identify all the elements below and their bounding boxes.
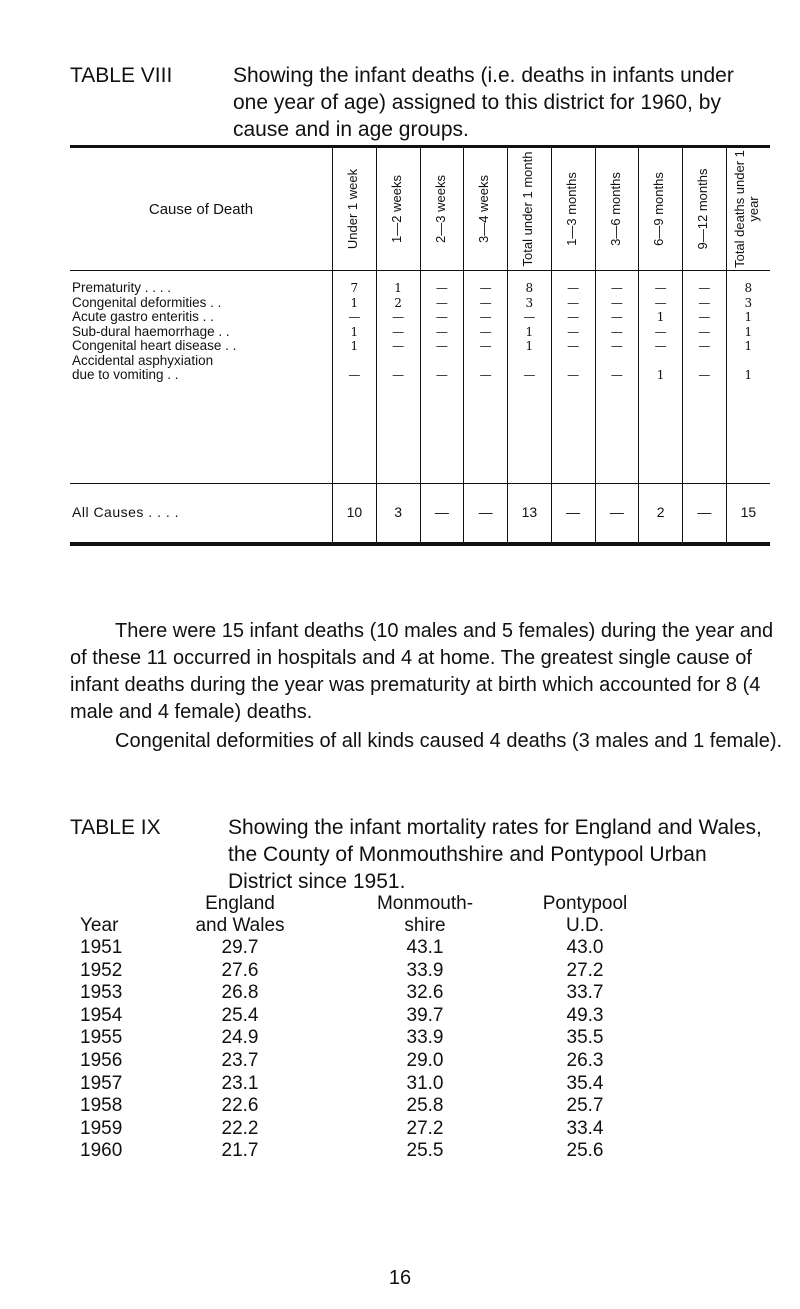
table-viii-caption-text: Showing the infant deaths (i.e. deaths in infants under one year of age) assigned to this district for 1960, by cause and in age groups. [233,64,734,141]
mortality-rates-table [80,893,660,1163]
year-cell: 1956 [80,1049,123,1071]
value-cell: — [639,271,683,296]
table-row [70,354,770,369]
rate-cell: 27.6 [221,959,259,981]
value-cell: — [376,325,420,340]
cause-cell: Congenital heart disease . . [72,338,237,353]
infant-deaths-table [70,145,770,546]
value-cell: — [683,310,727,325]
value-cell [420,354,464,369]
header-england-wales: England and Wales [195,893,285,936]
value-cell: — [420,325,464,340]
value-cell: 1 [639,310,683,325]
year-cell: 1951 [80,937,123,958]
value-cell: — [420,271,464,296]
rate-cell: 39.7 [406,1004,444,1026]
value-cell: 2 [639,483,683,544]
table-ix-caption-text: Showing the infant mortality rates for England and Wales, the County of Monmouthshire and Pontypool Urban District since 1951. [228,816,762,893]
table-row [80,1027,660,1050]
value-cell: — [551,271,595,296]
cause-cell: All Causes . . . . [70,483,333,544]
value-cell: — [639,325,683,340]
year-cell: 1953 [80,982,123,1004]
value-cell [726,354,770,369]
value-cell: — [595,368,639,383]
value-cell: — [464,310,508,325]
header-age-group: 3—6 months [595,147,639,271]
header-cause-of-death: Cause of Death [70,147,333,271]
value-cell: — [464,271,508,296]
rate-cell: 29.0 [406,1049,444,1071]
header-pontypool: Pontypool U.D. [542,893,628,936]
value-cell: 8 [508,271,552,296]
year-cell: 1954 [80,1004,123,1026]
year-cell: 1959 [80,1117,123,1139]
rate-cell: 33.4 [566,1117,604,1139]
rate-cell: 21.7 [221,1140,259,1162]
table-viii-label: TABLE VIII [70,64,173,87]
value-cell: 1 [726,339,770,354]
value-cell: — [551,339,595,354]
value-cell: — [639,296,683,311]
rate-cell: 33.7 [566,982,604,1004]
value-cell: — [376,339,420,354]
value-cell: — [420,296,464,311]
rate-cell: 43.1 [406,937,444,958]
value-cell: 3 [508,296,552,311]
value-cell: — [551,310,595,325]
table-row [80,1140,660,1163]
cause-cell: Sub-dural haemorrhage . . [72,323,230,339]
value-cell: 1 [508,325,552,340]
rate-cell: 29.7 [221,937,259,958]
value-cell: — [595,325,639,340]
value-cell: — [683,325,727,340]
value-cell: — [683,271,727,296]
rate-cell: 27.2 [406,1117,444,1139]
value-cell: — [376,310,420,325]
header-age-group: 1—2 weeks [376,147,420,271]
header-age-group: 6—9 months [639,147,683,271]
value-cell: 1 [639,368,683,383]
table-row [70,368,770,383]
table-viii-header-row [70,147,770,271]
value-cell [376,354,420,369]
value-cell: 3 [376,483,420,544]
value-cell: — [551,483,595,544]
cause-cell: Acute gastro enteritis . . [72,309,214,324]
value-cell: 3 [726,296,770,311]
header-age-group: Total under 1 month [508,147,552,271]
year-cell: 1960 [80,1140,123,1162]
value-cell: 1 [726,368,770,383]
value-cell: — [683,339,727,354]
value-cell [595,354,639,369]
rate-cell: 43.0 [566,937,604,958]
table-viii-body [70,271,770,544]
rate-cell: 22.6 [221,1095,259,1117]
value-cell: 1 [333,296,377,311]
rate-cell: 32.6 [406,982,444,1004]
value-cell [464,354,508,369]
header-age-group: 1—3 months [551,147,595,271]
rate-cell: 23.1 [221,1072,259,1094]
table-row [70,310,770,325]
rate-cell: 25.4 [221,1004,259,1026]
rate-cell: 25.8 [406,1095,444,1117]
value-cell: — [464,325,508,340]
year-cell: 1957 [80,1072,123,1094]
rate-cell: 24.9 [221,1027,259,1049]
value-cell: — [551,296,595,311]
table-row [80,1050,660,1073]
table-row [80,982,660,1005]
header-age-group: Under 1 week [333,147,377,271]
value-cell: 1 [508,339,552,354]
value-cell: — [551,325,595,340]
table-row [70,339,770,354]
cause-cell: Congenital deformities . . [72,294,222,310]
rate-cell: 33.9 [406,959,444,981]
value-cell: — [508,310,552,325]
table-ix-label: TABLE IX [70,816,161,839]
table-ix-body [80,937,660,1163]
year-cell: 1955 [80,1027,123,1049]
value-cell: — [464,483,508,544]
value-cell: — [420,310,464,325]
paragraph-infant-deaths: There were 15 infant deaths (10 males and 5 females) during the year and of these 11 occurred in hospitals and 4 at home. The greatest single cause of infant deaths during the year was prematurity at birth which accounted for 8 (4 male and 4 female) deaths. [70,620,774,723]
table-row [70,325,770,340]
value-cell: — [595,483,639,544]
rate-cell: 26.8 [221,982,259,1004]
rate-cell: 31.0 [406,1072,444,1094]
rate-cell: 26.3 [566,1049,604,1071]
value-cell: — [333,368,377,383]
value-cell: 1 [726,310,770,325]
rate-cell: 49.3 [566,1004,604,1026]
rate-cell: 25.5 [406,1140,444,1162]
value-cell [639,354,683,369]
value-cell: — [595,339,639,354]
value-cell [508,354,552,369]
value-cell: 1 [376,271,420,296]
value-cell: — [420,368,464,383]
total-row [70,483,770,544]
table-row [70,271,770,296]
rate-cell: 27.2 [566,959,604,981]
value-cell: 1 [726,325,770,340]
rate-cell: 25.6 [566,1140,604,1162]
rate-cell: 22.2 [221,1117,259,1139]
rate-cell: 25.7 [566,1095,604,1117]
table-row [80,1005,660,1028]
value-cell: 13 [508,483,552,544]
table-row [80,1118,660,1141]
header-age-group: 9—12 months [683,147,727,271]
value-cell: — [464,368,508,383]
table-row [70,296,770,311]
rate-cell: 23.7 [221,1049,259,1071]
value-cell: — [683,296,727,311]
value-cell: 7 [333,271,377,296]
header-age-group: 2—3 weeks [420,147,464,271]
year-cell: 1952 [80,959,123,981]
value-cell: — [683,368,727,383]
value-cell: 15 [726,483,770,544]
value-cell [683,354,727,369]
value-cell: 8 [726,271,770,296]
value-cell: — [639,339,683,354]
table-row [80,937,660,960]
value-cell: — [376,368,420,383]
cause-cell: Accidental asphyxiation [72,352,214,368]
paragraph-congenital-deformities: Congenital deformities of all kinds caused 4 deaths (3 males and 1 female). [115,730,783,752]
header-monmouthshire: Monmouth- shire [376,893,474,936]
value-cell: — [595,296,639,311]
value-cell: — [464,339,508,354]
value-cell: 1 [333,325,377,340]
table-ix-caption [70,814,770,895]
cause-cell: Prematurity . . . . [72,280,172,295]
table-row [80,1095,660,1118]
value-cell: — [420,339,464,354]
page-number: 16 [388,1267,412,1289]
table-row [80,1073,660,1096]
value-cell: 1 [333,339,377,354]
rate-cell: 35.4 [566,1072,604,1094]
value-cell: — [595,310,639,325]
value-cell: — [508,368,552,383]
cause-cell: due to vomiting . . [72,367,179,382]
table-row [80,960,660,983]
spacer-row [70,383,770,484]
rate-cell: 33.9 [406,1027,444,1049]
value-cell: 10 [333,483,377,544]
value-cell [333,354,377,369]
value-cell: — [595,271,639,296]
header-age-group: Total deaths under 1 year [726,147,770,271]
year-cell: 1958 [80,1095,123,1117]
table-ix-header-row [80,893,660,937]
value-cell [551,354,595,369]
value-cell: — [551,368,595,383]
value-cell: 2 [376,296,420,311]
value-cell: — [333,310,377,325]
value-cell: — [683,483,727,544]
header-age-group: 3—4 weeks [464,147,508,271]
table-viii-caption [70,62,770,143]
header-year: Year [80,915,119,936]
rate-cell: 35.5 [566,1027,604,1049]
value-cell: — [420,483,464,544]
value-cell: — [464,296,508,311]
